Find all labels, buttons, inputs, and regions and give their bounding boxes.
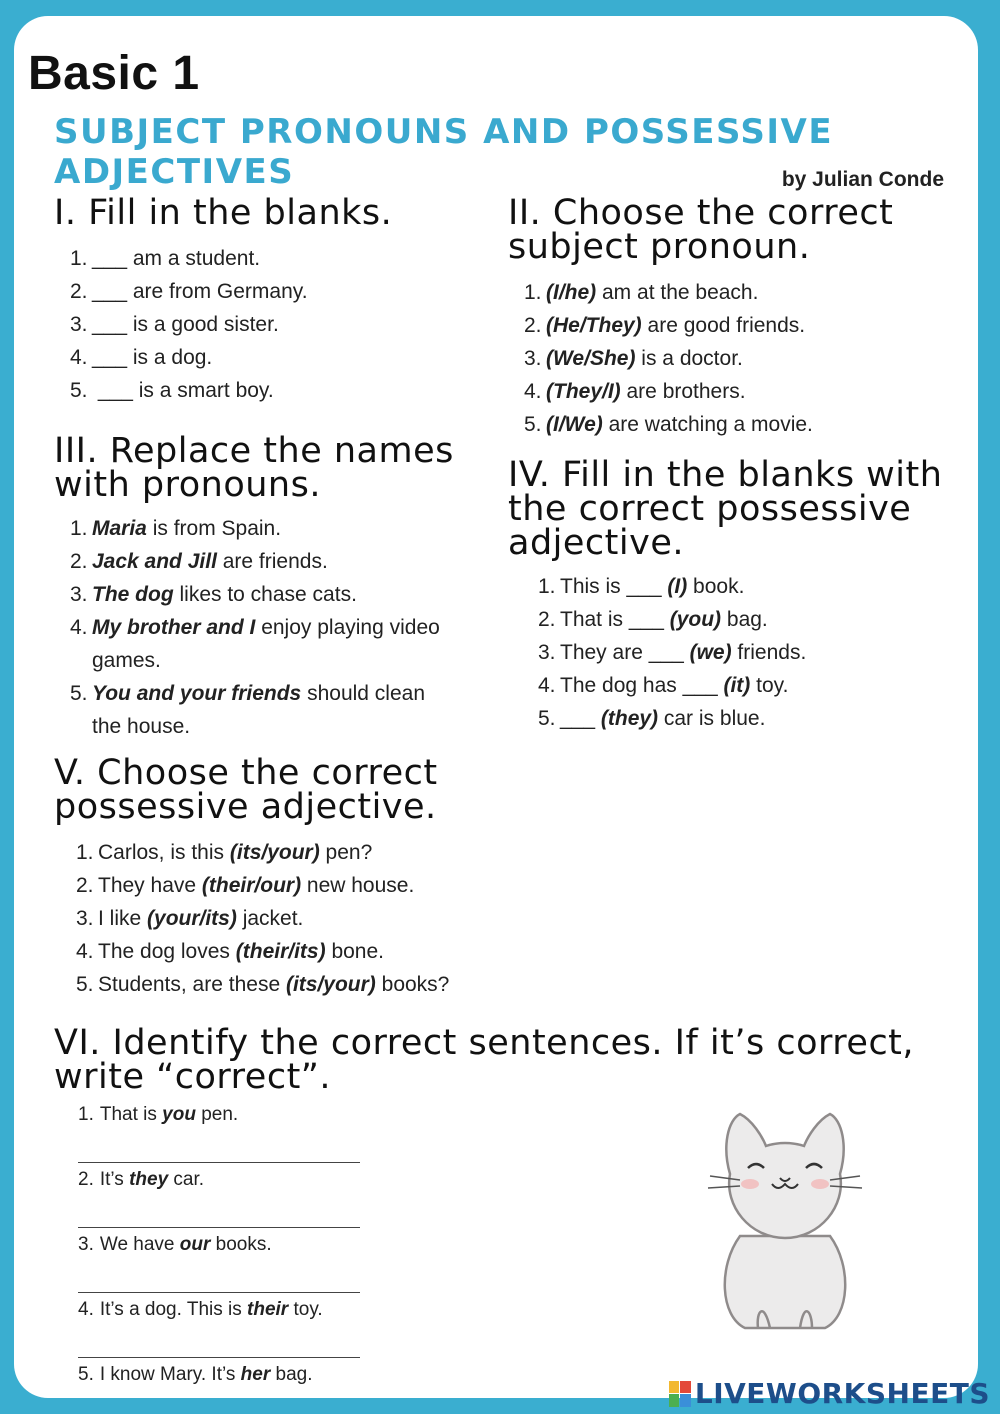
question-text (98, 836, 574, 869)
question-emphasis: (He/They) (546, 314, 642, 337)
question-emphasis: (I/he) (546, 281, 597, 304)
question-emphasis: You and your friends (92, 682, 302, 705)
question-text (92, 374, 474, 407)
answer-line[interactable] (78, 1261, 360, 1293)
question-text-tail: are good friends. (641, 314, 806, 337)
question-text (100, 1104, 238, 1125)
question-text-tail: are watching a movie. (602, 413, 813, 436)
answer-line[interactable] (78, 1196, 360, 1228)
question-item (524, 342, 948, 375)
question-item (524, 276, 948, 309)
question-emphasis: (you) (669, 608, 722, 631)
question-item (70, 677, 455, 743)
question-text-tail: bag. (270, 1364, 313, 1385)
question-text-tail: car is blue. (658, 707, 766, 730)
question-text (560, 636, 948, 669)
question-text-lead: The dog loves (98, 940, 236, 963)
question-item (70, 341, 474, 374)
question-number: 1. (70, 517, 88, 540)
question-number: 2. (76, 874, 94, 897)
question-number: 1. (70, 247, 88, 270)
question-text-tail: books. (210, 1234, 272, 1255)
question-number: 5. (70, 379, 88, 402)
answer-line[interactable] (78, 1391, 360, 1398)
question-text-tail: am at the beach. (596, 281, 759, 304)
question-text (92, 545, 455, 578)
question-text-tail: toy. (750, 674, 789, 697)
question-text-tail: pen? (319, 841, 373, 864)
question-text (546, 375, 948, 408)
question-text (560, 603, 948, 636)
question-text-lead: ___ is a dog. (92, 346, 213, 369)
question-emphasis: (they) (600, 707, 659, 730)
question-item (70, 611, 455, 677)
question-text (92, 242, 474, 275)
question-number: 2. (538, 608, 556, 631)
question-emphasis: (your/its) (147, 907, 237, 930)
question-item (70, 308, 474, 341)
question-text-tail: should clean the house. (92, 682, 431, 738)
section-2 (508, 193, 948, 441)
question-item (524, 408, 948, 441)
question-emphasis: (their/its) (235, 940, 326, 963)
question-emphasis: their (247, 1299, 289, 1320)
section-3-heading: III. Replace the names with pronouns. (54, 431, 454, 505)
question-number: 2. (70, 550, 88, 573)
question-text-lead: That is (99, 1104, 163, 1125)
question-item (524, 309, 948, 342)
section-5 (54, 753, 574, 1001)
question-text-tail: bag. (721, 608, 768, 631)
question-text (98, 935, 574, 968)
question-text-lead: ___ is a good sister. (92, 313, 279, 336)
question-number: 4. (524, 380, 542, 403)
question-emphasis: My brother and I (92, 616, 256, 639)
question-text (560, 669, 948, 702)
section-4-list (508, 570, 948, 735)
level-title: Basic 1 (28, 47, 200, 100)
question-text-lead: They have (98, 874, 202, 897)
question-text-tail: enjoy playing video games. (92, 616, 446, 672)
question-text-tail: new house. (301, 874, 415, 897)
section-5-heading: V. Choose the correct possessive adjective. (54, 753, 438, 827)
brand-text: LIVEWORKSHEETS (694, 1377, 990, 1410)
question-text-lead: ___ are from Germany. (92, 280, 308, 303)
question-number: 3. (70, 583, 88, 606)
question-emphasis: (its/your) (229, 841, 320, 864)
question-emphasis: our (179, 1234, 211, 1255)
worksheet-page (14, 16, 978, 1398)
question-text-lead: We have (99, 1234, 180, 1255)
section-6-heading: VI. Identify the correct sentences. If it’s correct, write “correct”. (54, 1023, 915, 1097)
section-1 (54, 193, 474, 407)
question-number: 5. (524, 413, 542, 436)
question-text-lead: Carlos, is this (98, 841, 230, 864)
question-item (538, 603, 948, 636)
question-number: 3. (524, 347, 542, 370)
question-text-lead: ___ is a smart boy. (92, 379, 274, 402)
question-text-tail: bone. (325, 940, 384, 963)
question-emphasis: (its/your) (285, 973, 376, 996)
question-number: 1. (78, 1104, 94, 1125)
question-item (76, 968, 574, 1001)
question-text (98, 902, 574, 935)
question-text (92, 275, 474, 308)
question-number: 2. (524, 314, 542, 337)
question-item (76, 836, 574, 869)
question-emphasis: (I/We) (546, 413, 603, 436)
question-item (70, 545, 455, 578)
question-item (70, 374, 474, 407)
answer-line[interactable] (78, 1326, 360, 1358)
question-text (560, 570, 948, 603)
question-text-tail: friends. (731, 641, 807, 664)
question-number: 3. (70, 313, 88, 336)
question-number: 2. (70, 280, 88, 303)
question-text (92, 308, 474, 341)
question-text-tail: are brothers. (620, 380, 746, 403)
question-text-lead: Students, are these (98, 973, 286, 996)
question-text (92, 512, 455, 545)
question-item (538, 669, 948, 702)
question-number: 2. (78, 1169, 94, 1190)
answer-line[interactable] (78, 1131, 360, 1163)
question-number: 4. (76, 940, 94, 963)
question-number: 4. (78, 1299, 94, 1320)
question-text-tail: toy. (288, 1299, 323, 1320)
question-text-tail: pen. (195, 1104, 239, 1125)
question-text (92, 341, 474, 374)
question-number: 4. (538, 674, 556, 697)
question-text-lead: ___ am a student. (92, 247, 261, 270)
question-text-lead: ___ (560, 707, 601, 730)
question-number: 4. (70, 346, 88, 369)
question-text-tail: jacket. (236, 907, 304, 930)
worksheet-subtitle: SUBJECT PRONOUNS AND POSSESSIVE ADJECTIVES (54, 112, 834, 192)
question-emphasis: her (240, 1364, 271, 1385)
question-emphasis: (we) (689, 641, 732, 664)
question-emphasis: (it) (723, 674, 751, 697)
question-text-tail: car. (168, 1169, 205, 1190)
section-2-list (508, 276, 948, 441)
question-emphasis: Maria (92, 517, 147, 540)
question-number: 5. (538, 707, 556, 730)
question-number: 5. (76, 973, 94, 996)
question-emphasis: they (129, 1169, 169, 1190)
question-text (100, 1234, 272, 1255)
section-5-list (54, 836, 574, 1001)
question-item (538, 570, 948, 603)
question-number: 3. (76, 907, 94, 930)
liveworksheets-logo (669, 1377, 990, 1410)
question-text (546, 309, 948, 342)
cat-illustration (700, 1106, 870, 1338)
question-text-lead: It’s a dog. This is (99, 1299, 248, 1320)
question-item (76, 902, 574, 935)
question-text-lead: This is ___ (560, 575, 668, 598)
question-emphasis: Jack and Jill (92, 550, 217, 573)
question-text (100, 1364, 313, 1385)
section-1-list (54, 242, 474, 407)
question-number: 5. (70, 682, 88, 705)
question-emphasis: you (162, 1104, 196, 1125)
question-text-tail: are friends. (216, 550, 328, 573)
question-item (70, 275, 474, 308)
question-text (100, 1169, 204, 1190)
section-3 (54, 431, 474, 743)
section-4-heading: IV. Fill in the blanks with the correct possessive adjective. (508, 455, 943, 563)
author-credit: by Julian Conde (781, 168, 944, 191)
question-number: 5. (78, 1364, 94, 1385)
question-item (70, 578, 455, 611)
question-emphasis: (We/She) (546, 347, 636, 370)
question-text (546, 276, 948, 309)
question-emphasis: (their/our) (201, 874, 302, 897)
question-item (538, 636, 948, 669)
question-item (538, 702, 948, 735)
question-number: 1. (524, 281, 542, 304)
section-4 (508, 455, 948, 735)
question-text-tail: is from Spain. (146, 517, 282, 540)
question-number: 3. (78, 1234, 94, 1255)
question-number: 3. (538, 641, 556, 664)
question-item (76, 935, 574, 968)
question-number: 1. (76, 841, 94, 864)
question-text-tail: is a doctor. (635, 347, 743, 370)
question-number: 4. (70, 616, 88, 639)
question-text (98, 869, 574, 902)
question-item (524, 375, 948, 408)
question-text (546, 408, 948, 441)
question-text-tail: books? (375, 973, 450, 996)
question-emphasis: The dog (92, 583, 174, 606)
section-3-list (54, 512, 455, 743)
question-item (70, 242, 474, 275)
question-text-lead: I know Mary. It’s (99, 1364, 241, 1385)
question-text-lead: It’s (99, 1169, 130, 1190)
question-text-lead: That is ___ (560, 608, 670, 631)
question-text (92, 677, 455, 743)
section-2-heading: II. Choose the correct subject pronoun. (508, 193, 894, 267)
question-text (92, 578, 455, 611)
question-text-tail: book. (687, 575, 745, 598)
question-text (100, 1299, 323, 1320)
section-1-heading: I. Fill in the blanks. (54, 193, 393, 233)
question-text-lead: They are ___ (560, 641, 690, 664)
question-text (546, 342, 948, 375)
question-number: 1. (538, 575, 556, 598)
question-text-lead: The dog has ___ (560, 674, 724, 697)
question-text (92, 611, 455, 677)
liveworksheets-logo-icon (669, 1381, 691, 1407)
question-text (560, 702, 948, 735)
question-text (98, 968, 574, 1001)
question-text-tail: likes to chase cats. (173, 583, 357, 606)
question-item (76, 869, 574, 902)
question-text-lead: I like (98, 907, 148, 930)
question-emphasis: (I) (667, 575, 688, 598)
question-item (70, 512, 455, 545)
question-emphasis: (They/I) (546, 380, 621, 403)
